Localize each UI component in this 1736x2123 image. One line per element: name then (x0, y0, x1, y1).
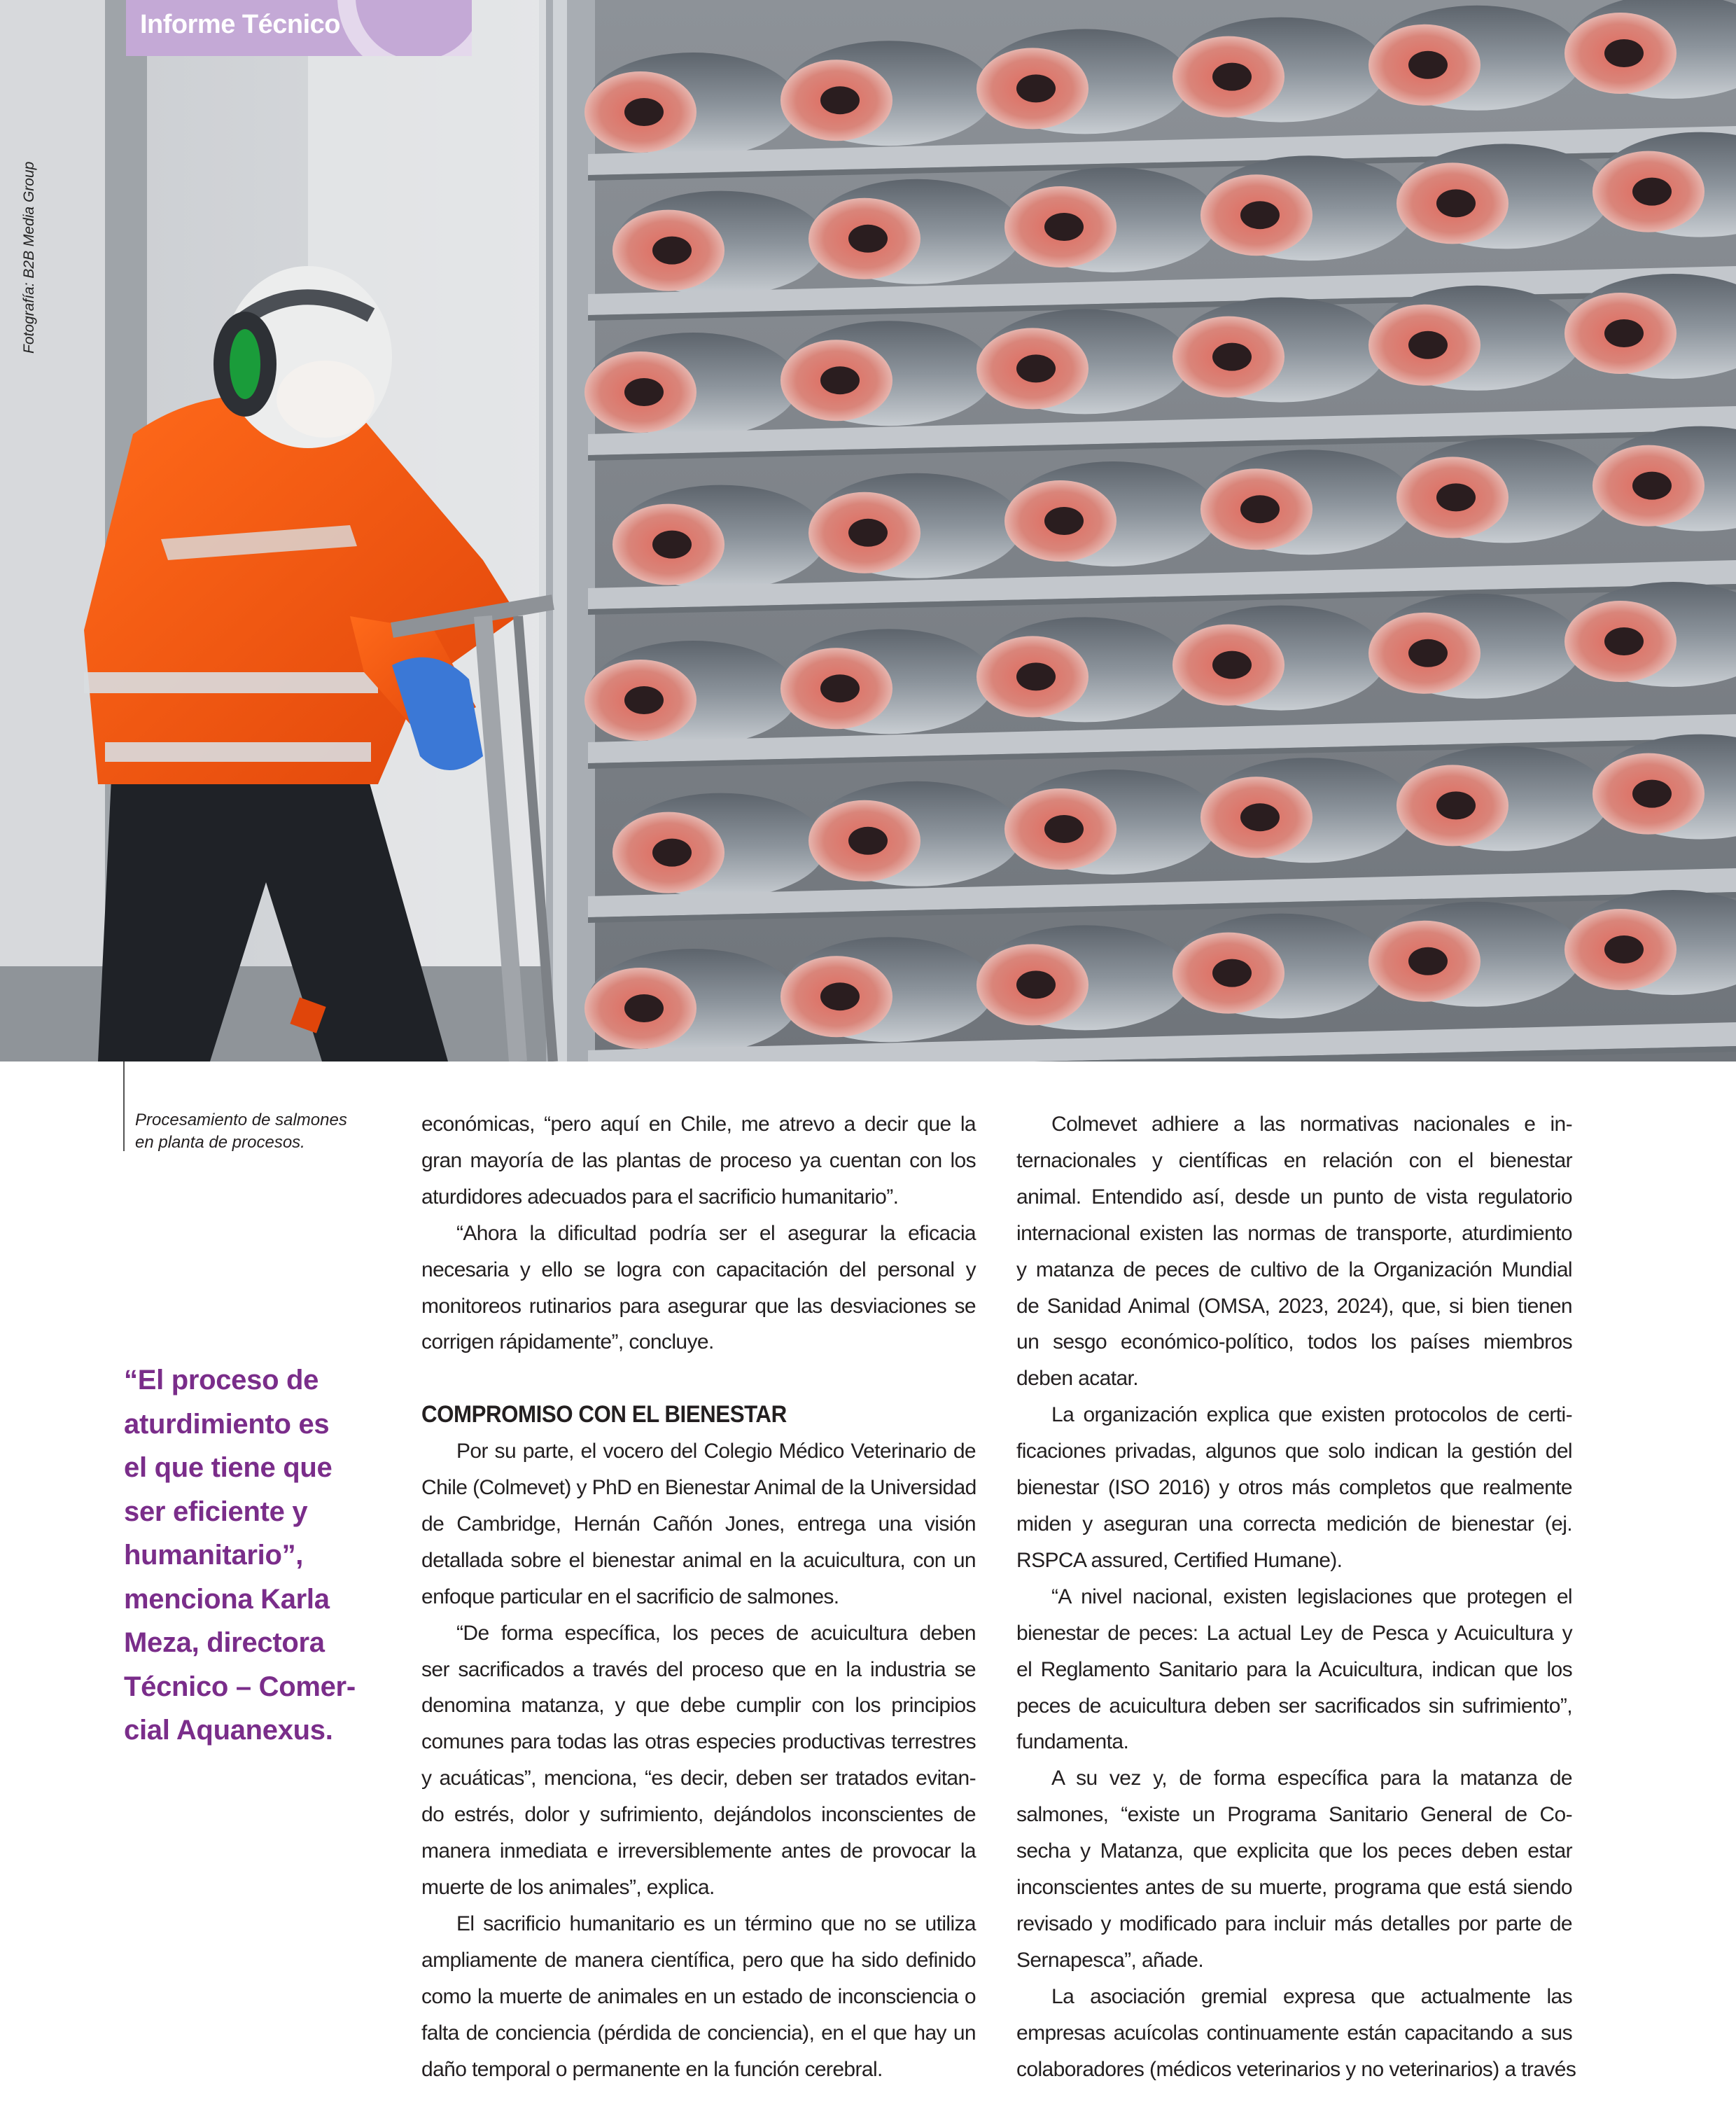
text-line: daño temporal o permanente en la función cerebral. (421, 2057, 883, 2081)
text-line: falta de conciencia (pérdida de conciencia), en el que hay un (421, 2021, 976, 2045)
text-line: económicas, “pero aquí en Chile, me atrevo a decir que la (421, 1113, 976, 1136)
caption-line: Procesamiento de salmones (135, 1111, 347, 1129)
paragraph (421, 1106, 976, 1216)
text-line: corrigen rápidamente”, concluye. (421, 1330, 714, 1354)
text-line: el Reglamento Sanitario para la Acuicultura, indican que los (1016, 1657, 1572, 1681)
spacer (421, 1360, 976, 1397)
text-line: detallada sobre el bienestar animal en la acuicultura, con un (421, 1548, 976, 1572)
paragraph (421, 1433, 976, 1615)
text-line: fundamenta. (1016, 1730, 1129, 1754)
text-line: El sacrificio humanitario es un término que no se utiliza (456, 1912, 976, 1935)
text-line: muerte de los animales”, explica. (421, 1876, 715, 1899)
text-line: bienestar (ISO 2016) y otros más completos que realmente (1016, 1476, 1572, 1500)
pull-quote-line: Técnico – Comer- (124, 1671, 356, 1702)
text-line: gran mayoría de las plantas de proceso ya cuentan con los (421, 1148, 976, 1172)
text-line: Sernapesca”, añade. (1016, 1948, 1204, 1972)
pull-quote-line: aturdimiento es (124, 1408, 330, 1440)
text-line: La asociación gremial expresa que actualmente las (1051, 1984, 1572, 2008)
body-column-1 (421, 1106, 976, 2087)
text-line: bienestar de peces: La actual Ley de Pesca y Acuicultura y (1016, 1621, 1572, 1645)
text-line: do estrés, dolor y sufrimiento, dejándolos inconscientes de (421, 1803, 976, 1827)
paragraph (1016, 1579, 1572, 1761)
text-line: La organización explica que existen protocolos de certi- (1051, 1403, 1572, 1427)
text-line: deben acatar. (1016, 1367, 1139, 1391)
text-line: salmones, “existe un Programa Sanitario General de Co- (1016, 1803, 1572, 1827)
pull-quote-line: cial Aquanexus. (124, 1715, 333, 1746)
text-line: Colmevet adhiere a las normativas nacionales e in- (1051, 1113, 1572, 1136)
pull-quote-line: el que tiene que (124, 1452, 332, 1483)
text-line: inconscientes antes de su muerte, programa que está siendo (1016, 1876, 1572, 1900)
section-heading: COMPROMISO CON EL BIENESTAR (421, 1401, 787, 1428)
text-line: ampliamente de manera científica, pero que ha sido definido (421, 1948, 976, 1972)
text-line: denomina matanza, y que debe cumplir con los principios (421, 1694, 976, 1718)
text-line: “A nivel nacional, existen legislaciones que protegen el (1051, 1585, 1572, 1608)
pull-quote-line: Meza, directora (124, 1627, 325, 1658)
text-line: y acuáticas”, menciona, “es decir, deben ser tratados evitan- (421, 1767, 976, 1790)
caption-line: en planta de procesos. (135, 1133, 305, 1152)
paragraph (1016, 1760, 1572, 1978)
text-line: miden y aseguran una correcta medición de bienestar (ej. (1016, 1512, 1572, 1536)
text-line: ternacionales y científicas en relación con el bienestar (1016, 1148, 1572, 1172)
pull-quote-line: menciona Karla (124, 1583, 330, 1615)
salmon-piece (1564, 0, 1736, 99)
pull-quote-line: ser eficiente y (124, 1496, 308, 1527)
tab-decoration-icon (337, 0, 472, 56)
section-tab (126, 0, 472, 56)
text-line: revisado y modificado para incluir más detalles por parte de (1016, 1912, 1572, 1935)
text-line: secha y Matanza, que explicita que los peces deben estar (1016, 1839, 1572, 1863)
section-tab-label: Informe Técnico (140, 10, 340, 39)
text-line: como la muerte de animales en un estado de inconsciencia o (421, 1984, 976, 2008)
paragraph (1016, 1979, 1576, 2088)
text-line: colaboradores (médicos veterinarios y no veterinarios) a través (1016, 2057, 1576, 2081)
text-line: “De forma específica, los peces de acuicultura deben (456, 1621, 976, 1645)
text-line: monitoreos rutinarios para asegurar que las desviaciones se (421, 1294, 976, 1318)
text-line: enfoque particular en el sacrificio de salmones. (421, 1585, 839, 1608)
paragraph (421, 1906, 976, 2088)
text-line: RSPCA assured, Certified Humane). (1016, 1548, 1343, 1572)
photo-caption (135, 1109, 373, 1154)
body-column-2 (1016, 1106, 1576, 2087)
text-line: internacional existen las normas de transporte, aturdimiento (1016, 1221, 1572, 1245)
pull-quote-line: “El proceso de (124, 1365, 319, 1395)
text-line: aturdidores adecuados para el sacrificio humanitario”. (421, 1185, 899, 1209)
text-line: ser sacrificados a través del proceso que en la industria se (421, 1657, 976, 1681)
text-line: Chile (Colmevet) y PhD en Bienestar Animal de la Universidad (421, 1476, 976, 1500)
pull-quote-line: humanitario”, (124, 1540, 304, 1571)
text-line: comunes para todas las otras especies productivas terrestres (421, 1730, 976, 1754)
text-line: y matanza de peces de cultivo de la Organización Mundial (1016, 1258, 1572, 1281)
paragraph (1016, 1106, 1572, 1397)
text-line: animal. Entendido así, desde un punto de vista regulatorio (1016, 1185, 1572, 1209)
text-line: “Ahora la dificultad podría ser el asegurar la eficacia (456, 1221, 976, 1245)
paragraph (1016, 1397, 1572, 1579)
text-line: un sesgo económico-político, todos los países miembros (1016, 1330, 1572, 1354)
text-line: manera inmediata e irreversiblemente antes de provocar la (421, 1839, 976, 1863)
text-line: A su vez y, de forma específica para la matanza de (1051, 1767, 1572, 1790)
text-line: ficaciones privadas, algunos que solo indican la gestión del (1016, 1440, 1572, 1463)
text-line: de Cambridge, Hernán Cañón Jones, entrega una visión (421, 1512, 976, 1536)
text-line: peces de acuicultura deben ser sacrificados sin sufrimiento”, (1016, 1694, 1572, 1718)
paragraph (421, 1615, 976, 1906)
text-line: empresas acuícolas continuamente están capacitando a sus (1016, 2021, 1572, 2045)
text-line: necesaria y ello se logra con capacitación del personal y (421, 1258, 976, 1281)
photo-credit: Fotografía: B2B Media Group (21, 161, 37, 354)
text-line: de Sanidad Animal (OMSA, 2023, 2024), que, si bien tienen (1016, 1294, 1572, 1318)
paragraph (421, 1216, 976, 1361)
caption-divider (123, 1062, 125, 1151)
text-line: Por su parte, el vocero del Colegio Médico Veterinario de (456, 1440, 976, 1463)
pull-quote (124, 1358, 390, 1753)
